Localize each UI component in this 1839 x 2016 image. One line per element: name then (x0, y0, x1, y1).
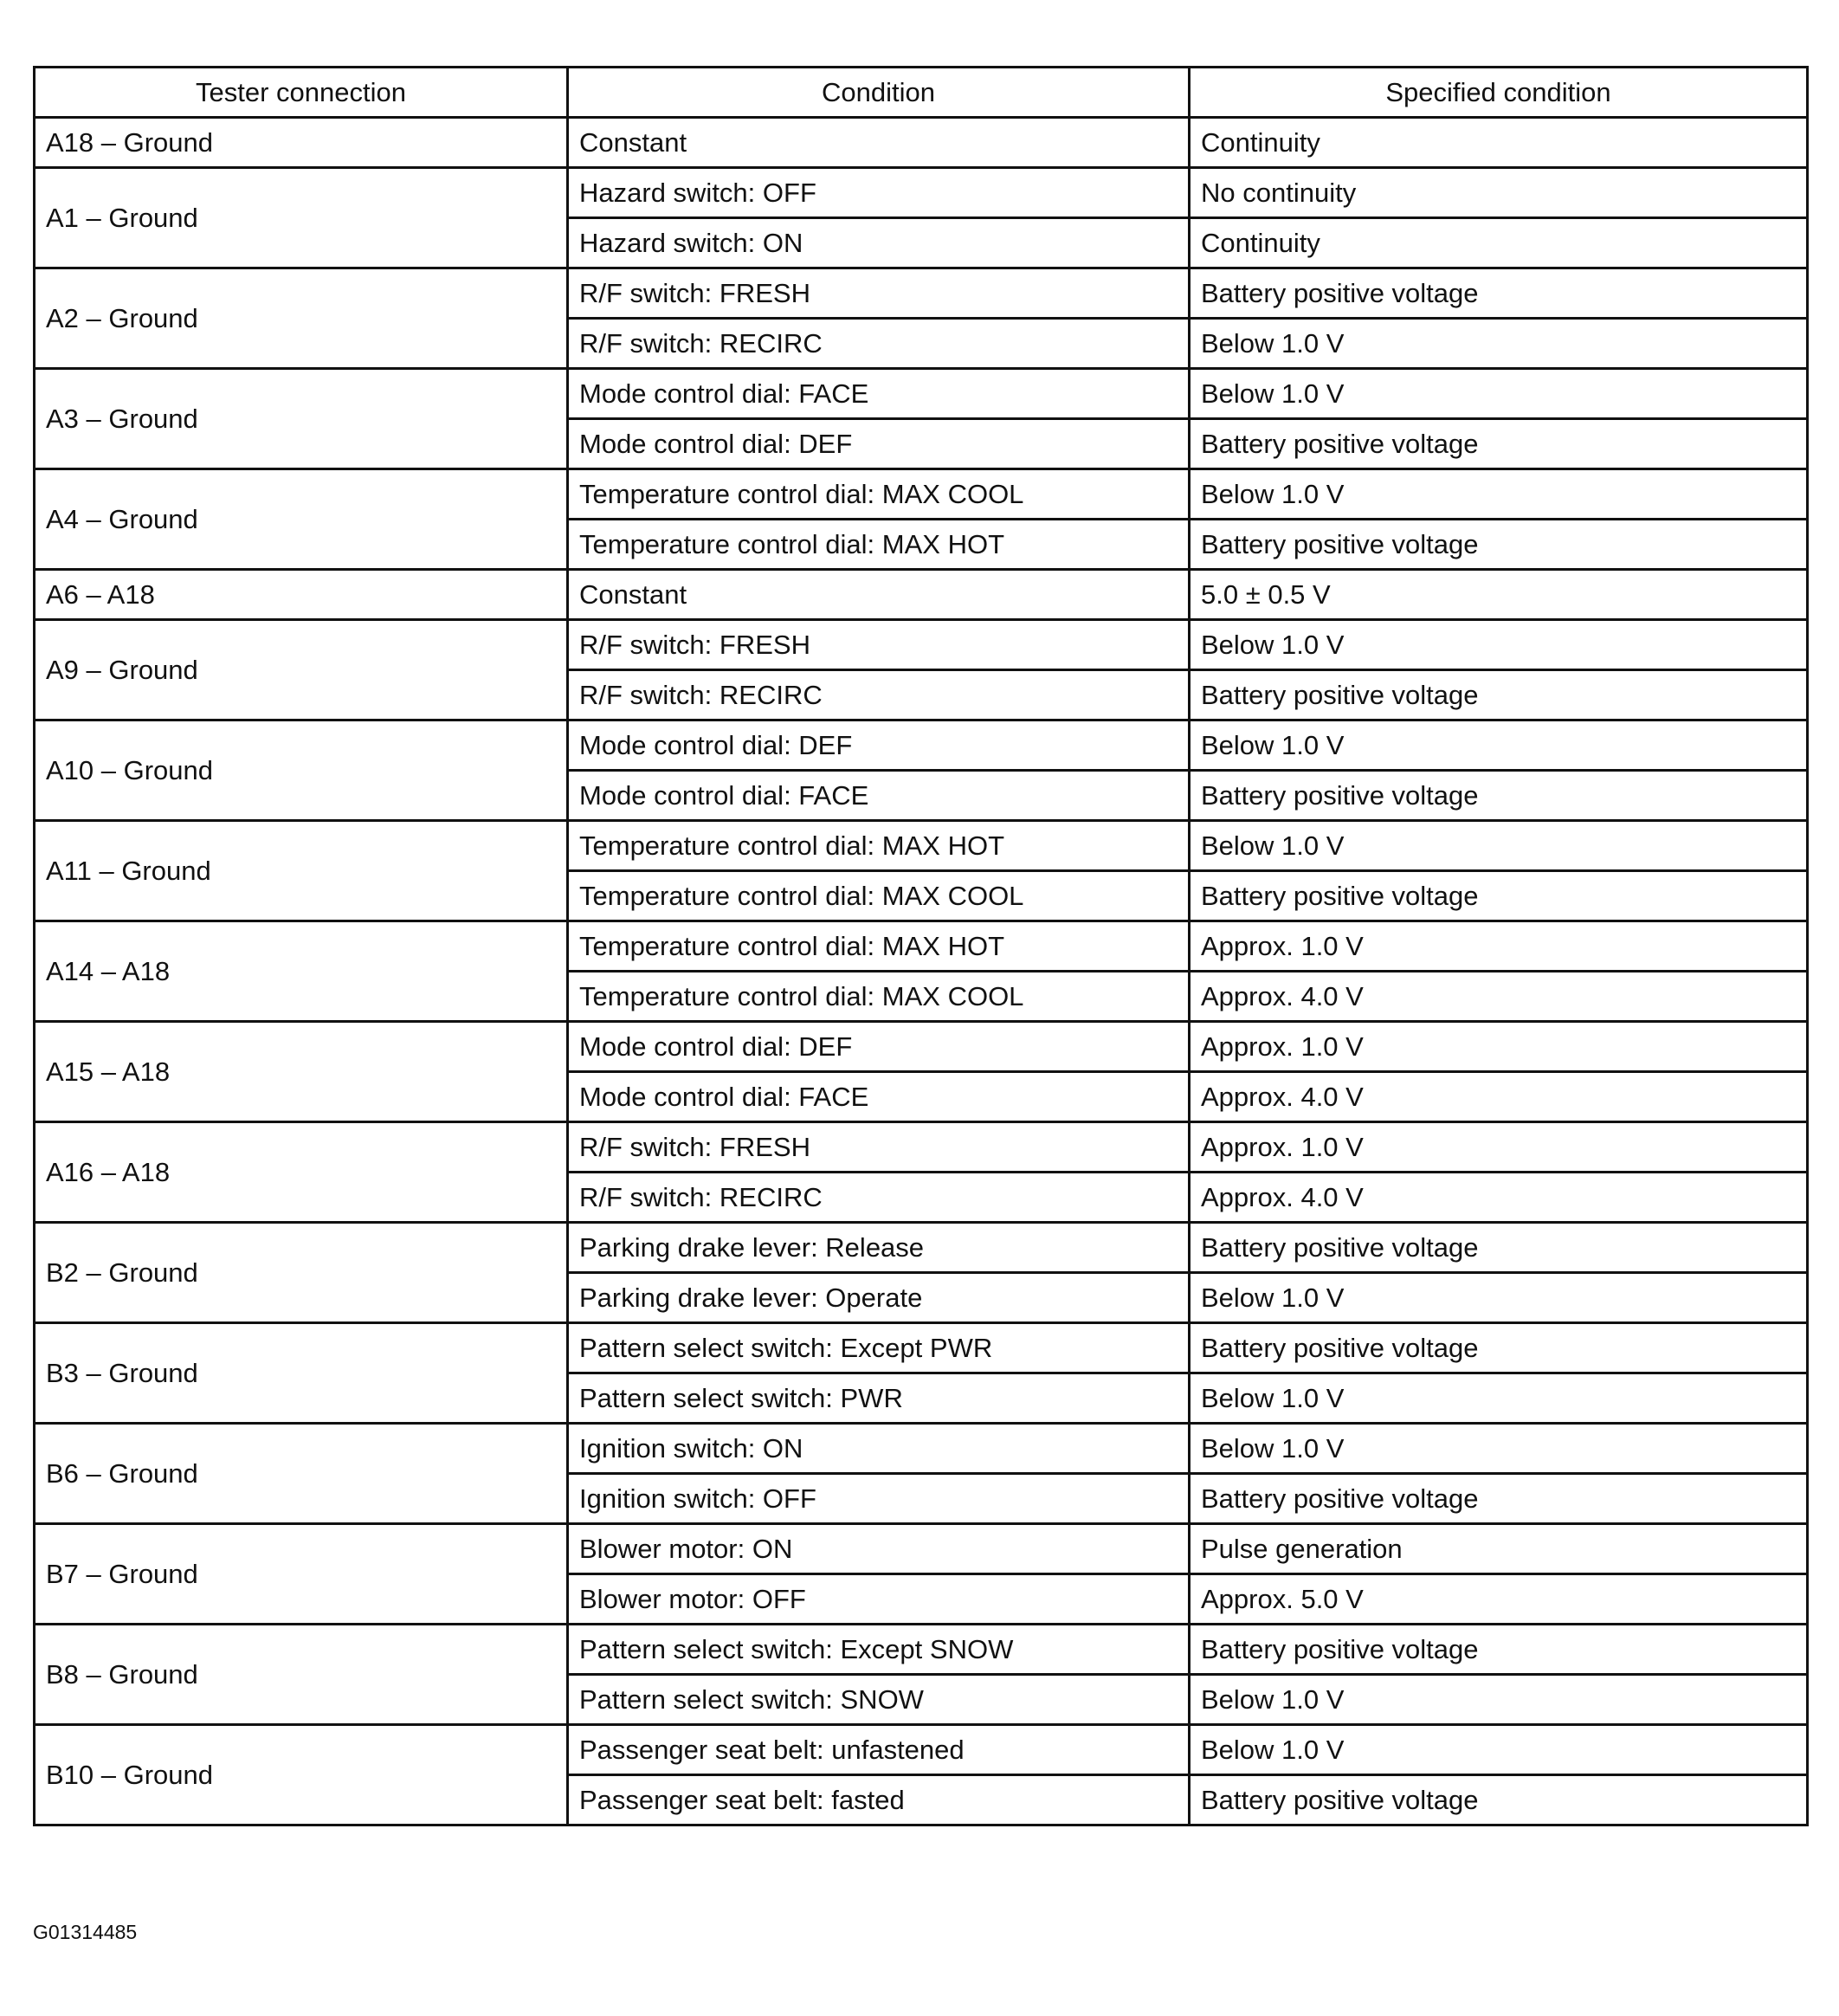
specified-condition-cell: 5.0 ± 0.5 V (1190, 570, 1808, 620)
specified-condition-cell: Battery positive voltage (1190, 771, 1808, 821)
condition-cell: R/F switch: FRESH (568, 620, 1190, 670)
specified-condition-cell: Below 1.0 V (1190, 1675, 1808, 1725)
condition-cell: Temperature control dial: MAX HOT (568, 821, 1190, 871)
specified-condition-cell: Battery positive voltage (1190, 520, 1808, 570)
table-row (35, 1223, 1808, 1273)
specified-condition-cell: Battery positive voltage (1190, 268, 1808, 319)
condition-cell: Mode control dial: DEF (568, 720, 1190, 771)
condition-cell: Constant (568, 118, 1190, 168)
table-row (35, 821, 1808, 871)
table-row (35, 570, 1808, 620)
specified-condition-cell: Battery positive voltage (1190, 1775, 1808, 1825)
header-specified-condition: Specified condition (1190, 68, 1808, 118)
table-row (35, 1323, 1808, 1373)
tester-connection-cell: B8 – Ground (35, 1625, 568, 1725)
tester-connection-cell: A11 – Ground (35, 821, 568, 921)
header-row (35, 68, 1808, 118)
tester-connection-cell: B6 – Ground (35, 1424, 568, 1524)
specified-condition-cell: Below 1.0 V (1190, 1424, 1808, 1474)
tester-connection-cell: A1 – Ground (35, 168, 568, 268)
table-row (35, 1625, 1808, 1675)
specified-condition-cell: Approx. 4.0 V (1190, 1072, 1808, 1122)
specified-condition-cell: Below 1.0 V (1190, 620, 1808, 670)
specified-condition-cell: Approx. 1.0 V (1190, 921, 1808, 972)
specified-condition-cell: Continuity (1190, 218, 1808, 268)
specified-condition-cell: Battery positive voltage (1190, 419, 1808, 469)
condition-cell: Temperature control dial: MAX HOT (568, 921, 1190, 972)
specified-condition-cell: Below 1.0 V (1190, 369, 1808, 419)
tester-connection-cell: A14 – A18 (35, 921, 568, 1022)
inspection-table (33, 66, 1809, 1826)
specified-condition-cell: Approx. 4.0 V (1190, 1173, 1808, 1223)
condition-cell: Pattern select switch: Except SNOW (568, 1625, 1190, 1675)
specified-condition-cell: Pulse generation (1190, 1524, 1808, 1574)
table-row (35, 369, 1808, 419)
tester-connection-cell: A18 – Ground (35, 118, 568, 168)
condition-cell: Pattern select switch: SNOW (568, 1675, 1190, 1725)
header-tester-connection: Tester connection (35, 68, 568, 118)
condition-cell: Pattern select switch: Except PWR (568, 1323, 1190, 1373)
table-row (35, 620, 1808, 670)
condition-cell: R/F switch: FRESH (568, 1122, 1190, 1173)
specified-condition-cell: Battery positive voltage (1190, 1474, 1808, 1524)
condition-cell: Hazard switch: OFF (568, 168, 1190, 218)
condition-cell: R/F switch: RECIRC (568, 670, 1190, 720)
specified-condition-cell: Below 1.0 V (1190, 319, 1808, 369)
condition-cell: Temperature control dial: MAX HOT (568, 520, 1190, 570)
condition-cell: Temperature control dial: MAX COOL (568, 972, 1190, 1022)
specified-condition-cell: Battery positive voltage (1190, 1323, 1808, 1373)
specified-condition-cell: Below 1.0 V (1190, 1373, 1808, 1424)
condition-cell: Parking drake lever: Operate (568, 1273, 1190, 1323)
specified-condition-cell: Continuity (1190, 118, 1808, 168)
condition-cell: Constant (568, 570, 1190, 620)
condition-cell: Mode control dial: FACE (568, 369, 1190, 419)
table-body (35, 118, 1808, 1825)
condition-cell: Pattern select switch: PWR (568, 1373, 1190, 1424)
condition-cell: R/F switch: FRESH (568, 268, 1190, 319)
condition-cell: Passenger seat belt: fasted (568, 1775, 1190, 1825)
specified-condition-cell: No continuity (1190, 168, 1808, 218)
tester-connection-cell: B3 – Ground (35, 1323, 568, 1424)
tester-connection-cell: A3 – Ground (35, 369, 568, 469)
tester-connection-cell: A4 – Ground (35, 469, 568, 570)
table-row (35, 1424, 1808, 1474)
table-row (35, 921, 1808, 972)
condition-cell: Parking drake lever: Release (568, 1223, 1190, 1273)
table-row (35, 268, 1808, 319)
table-row (35, 1122, 1808, 1173)
condition-cell: Mode control dial: DEF (568, 1022, 1190, 1072)
table-row (35, 1022, 1808, 1072)
table-row (35, 118, 1808, 168)
specified-condition-cell: Battery positive voltage (1190, 1625, 1808, 1675)
condition-cell: Blower motor: OFF (568, 1574, 1190, 1625)
specified-condition-cell: Approx. 5.0 V (1190, 1574, 1808, 1625)
tester-connection-cell: B2 – Ground (35, 1223, 568, 1323)
tester-connection-cell: B10 – Ground (35, 1725, 568, 1825)
condition-cell: Hazard switch: ON (568, 218, 1190, 268)
table-row (35, 168, 1808, 218)
tester-connection-cell: A9 – Ground (35, 620, 568, 720)
specified-condition-cell: Below 1.0 V (1190, 720, 1808, 771)
table-row (35, 720, 1808, 771)
specified-condition-cell: Battery positive voltage (1190, 1223, 1808, 1273)
figure-id: G01314485 (33, 1921, 138, 1943)
specified-condition-cell: Approx. 1.0 V (1190, 1022, 1808, 1072)
specified-condition-cell: Below 1.0 V (1190, 1725, 1808, 1775)
table-row (35, 469, 1808, 520)
specified-condition-cell: Below 1.0 V (1190, 821, 1808, 871)
specified-condition-cell: Battery positive voltage (1190, 871, 1808, 921)
table-row (35, 1725, 1808, 1775)
condition-cell: Temperature control dial: MAX COOL (568, 871, 1190, 921)
specified-condition-cell: Below 1.0 V (1190, 1273, 1808, 1323)
specified-condition-cell: Battery positive voltage (1190, 670, 1808, 720)
specified-condition-cell: Below 1.0 V (1190, 469, 1808, 520)
tester-connection-cell: B7 – Ground (35, 1524, 568, 1625)
table-row (35, 1524, 1808, 1574)
tester-connection-cell: A16 – A18 (35, 1122, 568, 1223)
condition-cell: Temperature control dial: MAX COOL (568, 469, 1190, 520)
condition-cell: Blower motor: ON (568, 1524, 1190, 1574)
condition-cell: Mode control dial: FACE (568, 1072, 1190, 1122)
condition-cell: R/F switch: RECIRC (568, 1173, 1190, 1223)
condition-cell: Mode control dial: FACE (568, 771, 1190, 821)
header-condition: Condition (568, 68, 1190, 118)
condition-cell: Passenger seat belt: unfastened (568, 1725, 1190, 1775)
condition-cell: R/F switch: RECIRC (568, 319, 1190, 369)
specified-condition-cell: Approx. 1.0 V (1190, 1122, 1808, 1173)
specified-condition-cell: Approx. 4.0 V (1190, 972, 1808, 1022)
condition-cell: Ignition switch: ON (568, 1424, 1190, 1474)
tester-connection-cell: A10 – Ground (35, 720, 568, 821)
tester-connection-cell: A15 – A18 (35, 1022, 568, 1122)
condition-cell: Mode control dial: DEF (568, 419, 1190, 469)
condition-cell: Ignition switch: OFF (568, 1474, 1190, 1524)
tester-connection-cell: A2 – Ground (35, 268, 568, 369)
tester-connection-cell: A6 – A18 (35, 570, 568, 620)
